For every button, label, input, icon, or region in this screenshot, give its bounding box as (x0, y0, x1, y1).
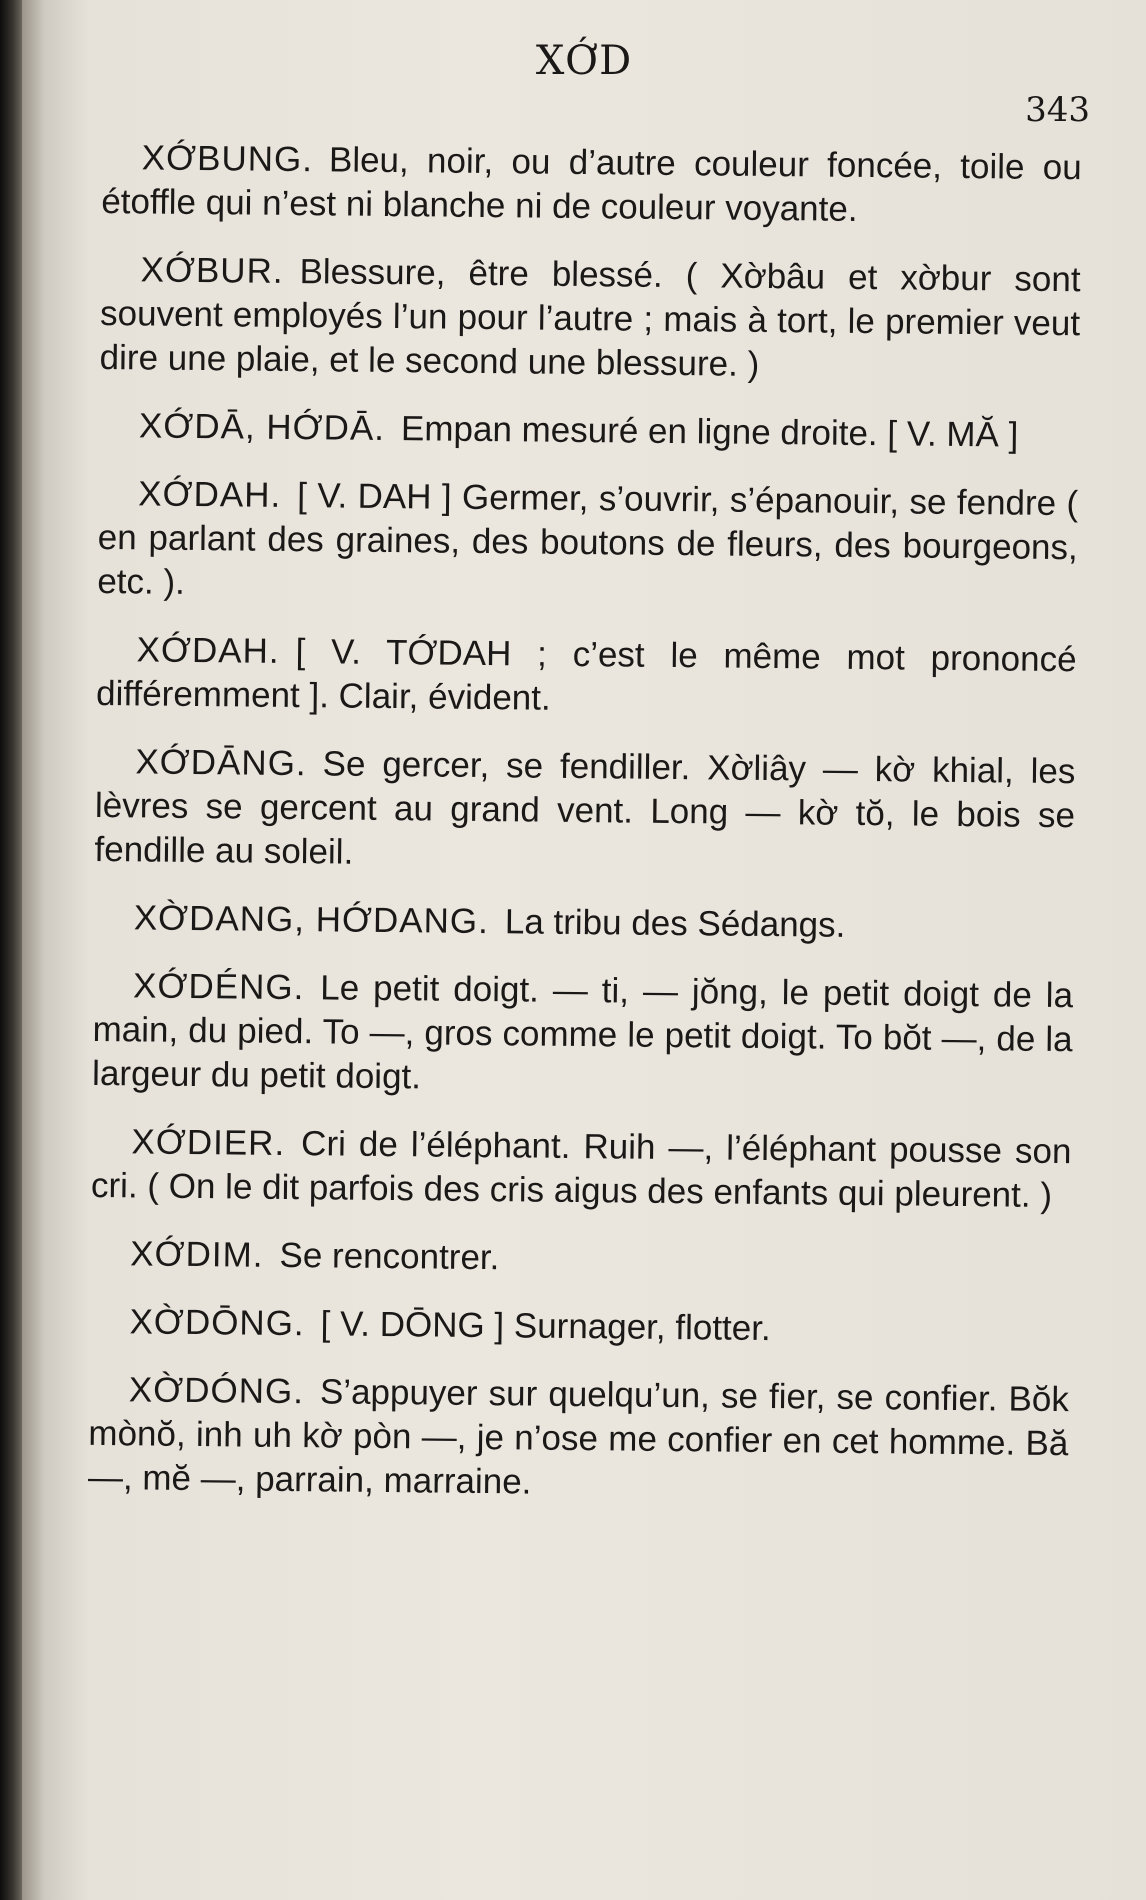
entry-definition: Se gercer, se fendiller. Xờliây — kờ khial, les lèvres se gercent au grand vent. Long — kờ tŏ, le bois se fendille au soleil. (94, 744, 1076, 872)
dictionary-entry (99, 248, 1080, 390)
entry-definition: Blessure, être blessé. ( Xờbâu et xờbur sont souvent employés l’un pour l’autre ; mais à tort, le premier veut dire une plaie, et le second une blessure. ) (99, 252, 1081, 384)
entry-headword: XỚDIM. (130, 1234, 264, 1275)
entry-headword: XỜDŌNG. (129, 1302, 305, 1344)
entry-headword: XỚDÉNG. (132, 966, 305, 1008)
dictionary-entry (96, 628, 1077, 726)
dictionary-entry (94, 740, 1075, 882)
dictionary-entry (92, 964, 1073, 1106)
entry-headword: XỚDĀ, HỚDĀ. (138, 406, 386, 448)
entry-definition: Se rencontrer. (279, 1235, 500, 1278)
entry-headword: XỚBUNG. (141, 138, 314, 180)
dictionary-entry (94, 896, 1074, 950)
entry-headword: XỜDÓNG. (128, 1370, 305, 1412)
entry-definition: Bleu, noir, ou d’autre couleur foncée, toile ou étoffle qui n’est ni blanche ni de couleur voyante. (101, 140, 1082, 229)
entry-headword: XỚDĀNG. (135, 742, 307, 784)
entry-definition: [ V. TỚDAH ; c’est le même mot prononcé différemment ]. Clair, évident. (95, 632, 1077, 718)
entry-headword: XỚDAH. (138, 474, 282, 515)
entry-definition: Empan mesuré en ligne droite. [ V. MĂ ] (400, 409, 1019, 455)
entry-definition: Cri de l’éléphant. Ruih —, l’éléphant pousse son cri. ( On le dit parfois des cris aigus des enfants qui pleurent. ) (90, 1124, 1072, 1216)
dictionary-entry (90, 1232, 1070, 1286)
entry-headword: XỚDAH. (136, 630, 280, 671)
entry-definition: Le petit doigt. — ti, — jŏng, le petit doigt de la main, du pied. To —, gros comme le petit doigt. To bŏt —, de la largeur du petit doigt. (91, 968, 1074, 1097)
dictionary-entry (91, 1120, 1072, 1218)
entry-definition: [ V. DŌNG ] Surnager, flotter. (320, 1304, 771, 1349)
entry-definition: La tribu des Sédangs. (504, 902, 846, 945)
dictionary-entry (99, 404, 1079, 458)
page-number: 343 (1025, 90, 1090, 130)
book-spine-shadow (0, 0, 22, 1900)
entry-definition: [ V. DAH ] Germer, s’ouvrir, s’épanouir, se fendre ( en parlant des graines, des boutons de fleurs, des bourgeons, etc. ). (97, 476, 1079, 602)
dictionary-entry (89, 1300, 1069, 1354)
dictionary-entry (101, 136, 1082, 234)
dictionary-page (22, 0, 1146, 1900)
entry-headword: XỚBUR. (140, 250, 284, 291)
running-head: XỚD (535, 38, 633, 84)
entry-headword: XỚDIER. (131, 1122, 286, 1163)
entry-headword: XỜDANG, HỚDANG. (133, 898, 490, 942)
entry-list (87, 136, 1081, 1534)
entry-definition: S’appuyer sur quelqu’un, se fier, se confier. Bŏk mònŏ, inh uh kờ pòn —, je n’ose me confier en cet homme. Bă —, mĕ —, parrain, marraine. (87, 1372, 1070, 1502)
dictionary-entry (97, 472, 1078, 614)
dictionary-entry (88, 1368, 1069, 1510)
